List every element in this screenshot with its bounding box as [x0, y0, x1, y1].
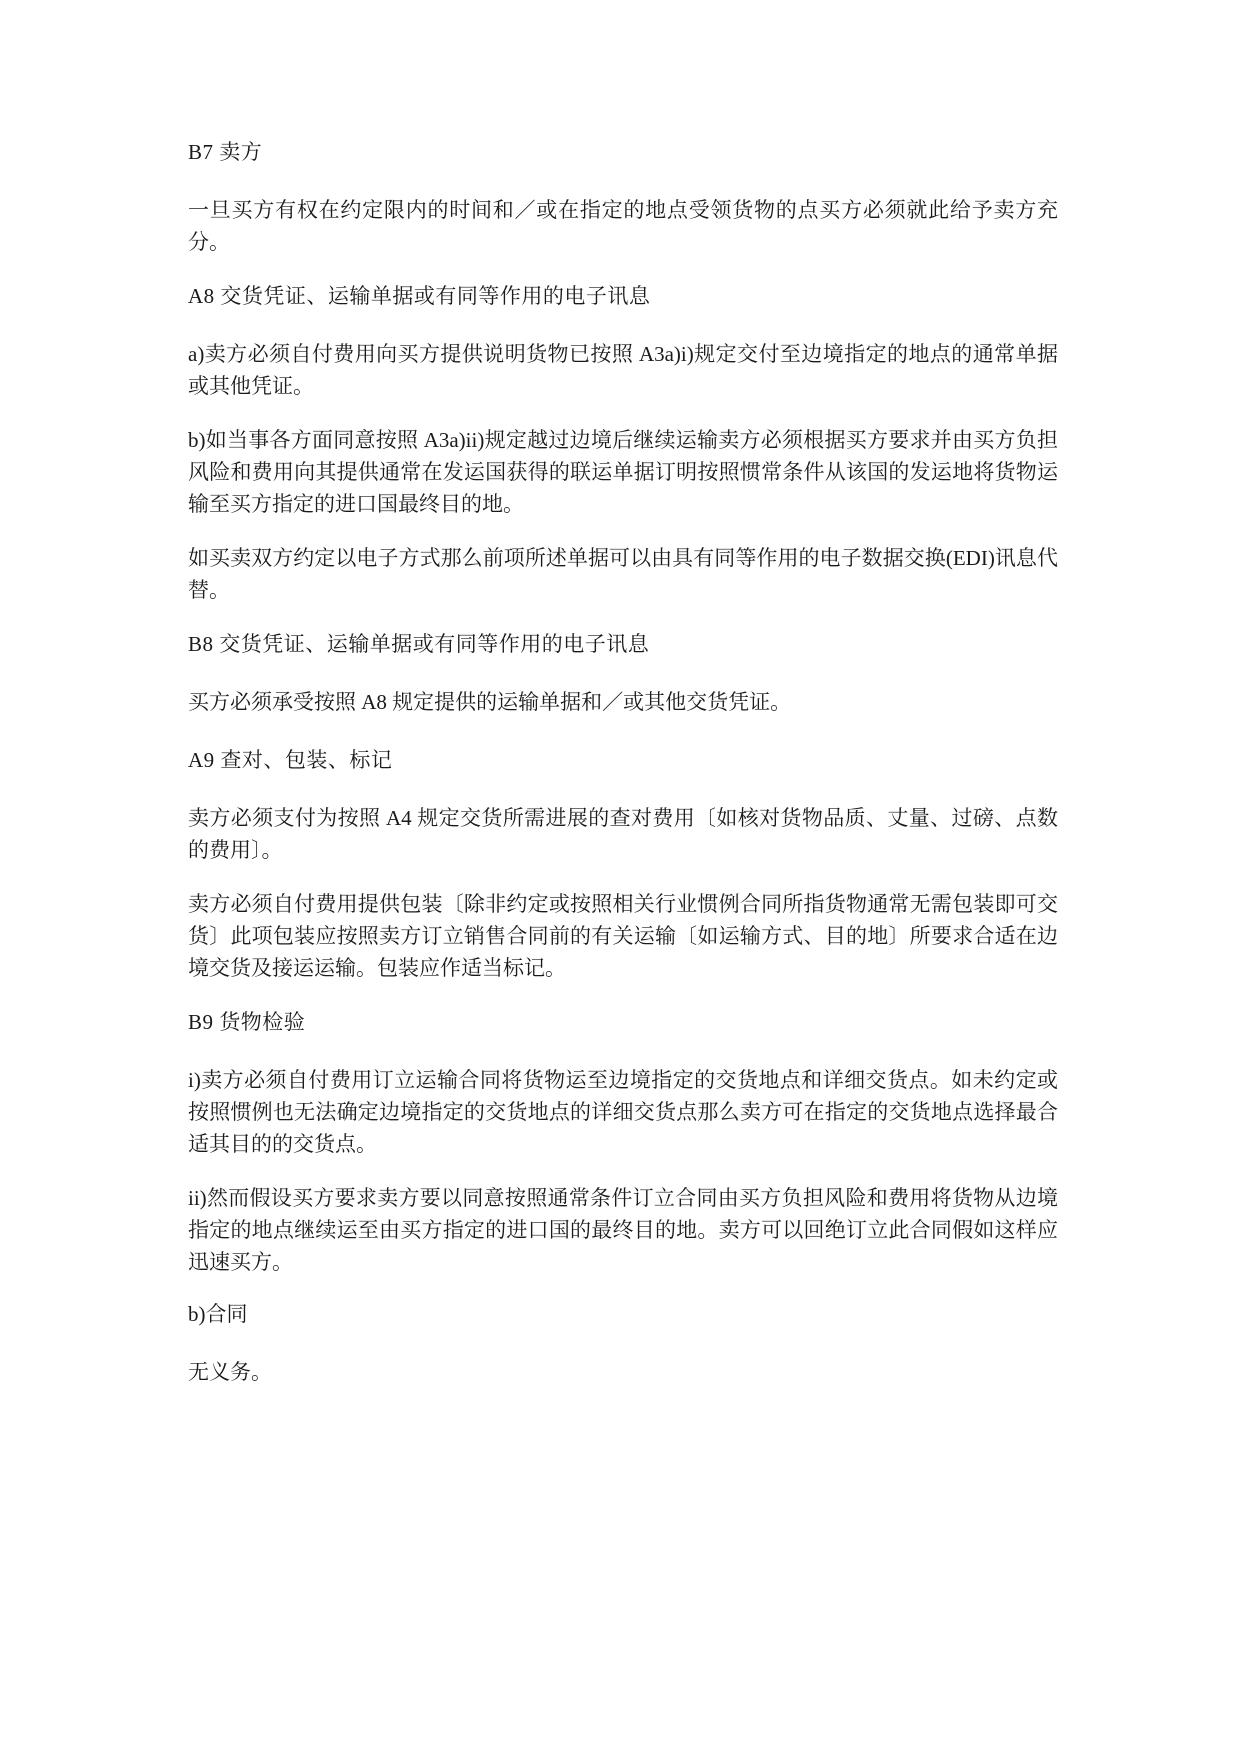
paragraph: 卖方必须支付为按照 A4 规定交货所需进展的查对费用〔如核对货物品质、丈量、过磅、点数的费用〕。 — [188, 806, 1058, 862]
paragraph: 一旦买方有权在约定限内的时间和／或在指定的地点受领货物的点买方必须就此给予卖方充分。 — [188, 198, 1058, 254]
paragraph: ii)然而假设买方要求卖方要以同意按照通常条件订立合同由买方负担风险和费用将货物从边境指定的地点继续运至由买方指定的进口国的最终目的地。卖方可以回绝订立此合同假如这样应迅速买方。 — [188, 1186, 1058, 1274]
paragraph: 卖方必须自付费用提供包装〔除非约定或按照相关行业惯例合同所指货物通常无需包装即可交货〕此项包装应按照卖方订立销售合同前的有关运输〔如运输方式、目的地〕所要求合适在边境交货及接运运输。包装应作适当标记。 — [188, 892, 1058, 980]
paragraph: 无义务。 — [188, 1360, 272, 1384]
section-heading-b7: B7 卖方 — [188, 140, 263, 164]
paragraph: i)卖方必须自付费用订立运输合同将货物运至边境指定的交货地点和详细交货点。如未约定或按照惯例也无法确定边境指定的交货地点的详细交货点那么卖方可在指定的交货地点选择最合适其目的的交货点。 — [188, 1068, 1058, 1156]
section-heading-b9: B9 货物检验 — [188, 1010, 306, 1034]
section-heading-a9: A9 查对、包装、标记 — [188, 748, 393, 772]
paragraph: 买方必须承受按照 A8 规定提供的运输单据和／或其他交货凭证。 — [188, 690, 792, 714]
paragraph: b)如当事各方面同意按照 A3a)ii)规定越过边境后继续运输卖方必须根据买方要求并由买方负担风险和费用向其提供通常在发运国获得的联运单据订明按照惯常条件从该国的发运地将货物运输至买方指定的进口国最终目的地。 — [188, 428, 1058, 516]
paragraph: a)卖方必须自付费用向买方提供说明货物已按照 A3a)i)规定交付至边境指定的地点的通常单据或其他凭证。 — [188, 342, 1058, 398]
subheading-contract: b)合同 — [188, 1302, 248, 1326]
paragraph: 如买卖双方约定以电子方式那么前项所述单据可以由具有同等作用的电子数据交换(EDI)讯息代替。 — [188, 546, 1058, 602]
section-heading-a8: A8 交货凭证、运输单据或有同等作用的电子讯息 — [188, 284, 651, 308]
section-heading-b8: B8 交货凭证、运输单据或有同等作用的电子讯息 — [188, 632, 650, 656]
